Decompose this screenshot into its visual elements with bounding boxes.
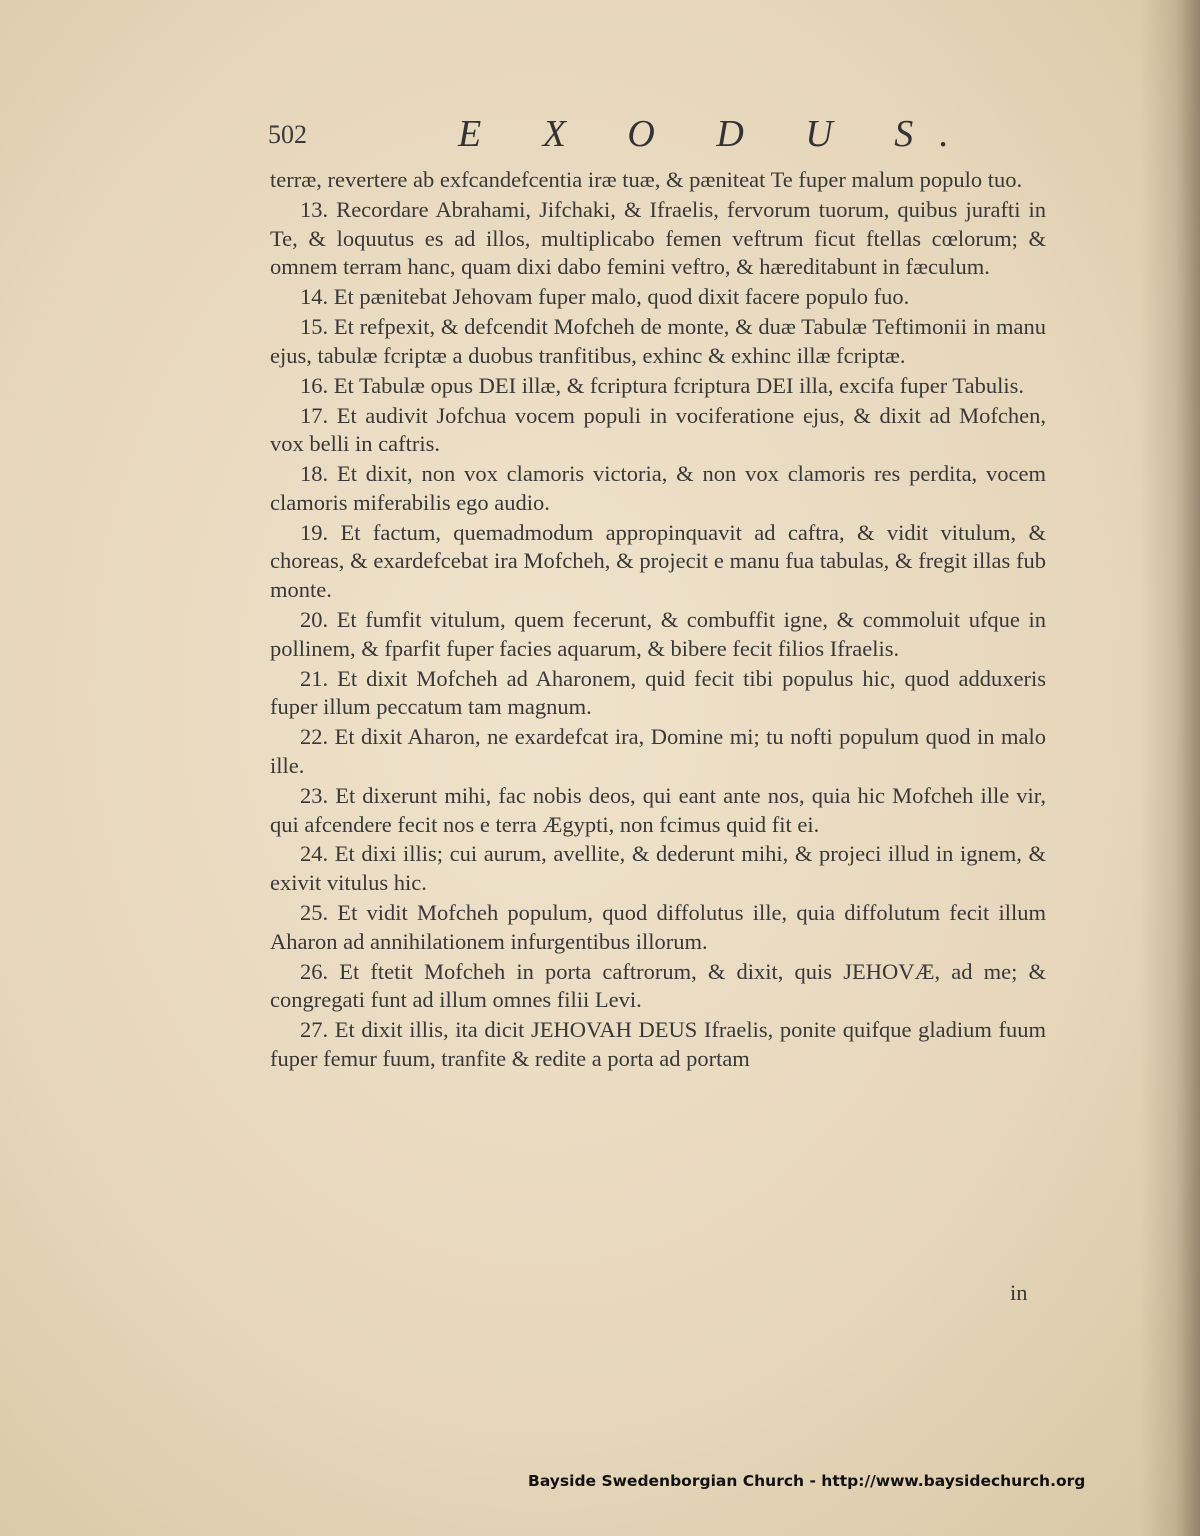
verse-paragraph: 20. Et fumfit vitulum, quem fecerunt, & combuffit igne, & commoluit ufque in pollinem, & fparfit fuper facies aquarum, & bibere fecit filios Ifraelis.: [270, 607, 1046, 661]
body-text: [270, 166, 1046, 1075]
catchword: in: [1010, 1280, 1028, 1305]
page-spine-shadow: [1140, 0, 1200, 1536]
verse-paragraph: 27. Et dixit illis, ita dicit JEHOVAH DEUS Ifraelis, ponite quifque gladium fuum fuper femur fuum, tranfite & redite a porta ad portam: [270, 1017, 1046, 1071]
verse-paragraph: 26. Et ftetit Mofcheh in porta caftrorum, & dixit, quis JEHOVÆ, ad me; & congregati funt ad illum omnes filii Levi.: [270, 958, 1046, 1013]
page-header: [268, 112, 1048, 156]
verse-paragraph: 18. Et dixit, non vox clamoris victoria, & non vox clamoris res perdita, vocem clamoris miferabilis ego audio.: [270, 461, 1046, 515]
verse-paragraph: 17. Et audivit Jofchua vocem populi in vociferatione ejus, & dixit ad Mofchen, vox belli in caftris.: [270, 402, 1046, 457]
verse-paragraph: 13. Recordare Abrahami, Jifchaki, & Ifraelis, fervorum tuorum, quibus jurafti in Te, & loquutus es ad illos, multiplicabo femen veftrum ficut ftellas cœlorum; & omnem terram hanc, quam dixi dabo femini veftro, & hæreditabunt in fæculum.: [270, 196, 1046, 280]
verse-paragraph: 14. Et pænitebat Jehovam fuper malo, quod dixit facere populo fuo.: [300, 284, 910, 310]
verse-paragraph: terræ, revertere ab exfcandefcentia iræ tuæ, & pæniteat Te fuper malum populo tuo.: [270, 167, 1023, 192]
running-title: E X O D U S.: [458, 113, 975, 155]
verse-paragraph: 16. Et Tabulæ opus DEI illæ, & fcriptura fcriptura DEI illa, excifa fuper Tabulis.: [300, 372, 1024, 398]
verse-paragraph: 25. Et vidit Mofcheh populum, quod diffolutus ille, quia diffolutum fecit illum Aharon ad annihilationem infurgentibus illorum.: [270, 900, 1046, 954]
verse-paragraph: 24. Et dixi illis; cui aurum, avellite, & dederunt mihi, & projeci illud in ignem, & exivit vitulus hic.: [270, 841, 1046, 896]
verse-paragraph: 15. Et refpexit, & defcendit Mofcheh de monte, & duæ Tabulæ Teftimonii in manu ejus, tabulæ fcriptæ a duobus tranfitibus, exhinc & exhinc illæ fcriptæ.: [270, 314, 1046, 368]
verse-paragraph: 21. Et dixit Mofcheh ad Aharonem, quid fecit tibi populus hic, quod adduxeris fuper illum peccatum tam magnum.: [270, 665, 1046, 720]
page-number: 502: [268, 120, 307, 149]
verse-paragraph: 22. Et dixit Aharon, ne exardefcat ira, Domine mi; tu nofti populum quod in malo ille.: [270, 724, 1046, 778]
verse-paragraph: 23. Et dixerunt mihi, fac nobis deos, qui eant ante nos, quia hic Mofcheh ille vir, qui afcendere fecit nos e terra Ægypti, non fcimus quid fit ei.: [270, 782, 1046, 837]
footer-credit: Bayside Swedenborgian Church - http://www.baysidechurch.org: [528, 1472, 1086, 1490]
verse-paragraph: 19. Et factum, quemadmodum appropinquavit ad caftra, & vidit vitulum, & choreas, & exardefcebat ira Mofcheh, & projecit e manu fua tabulas, & fregit illas fub monte.: [270, 519, 1046, 603]
